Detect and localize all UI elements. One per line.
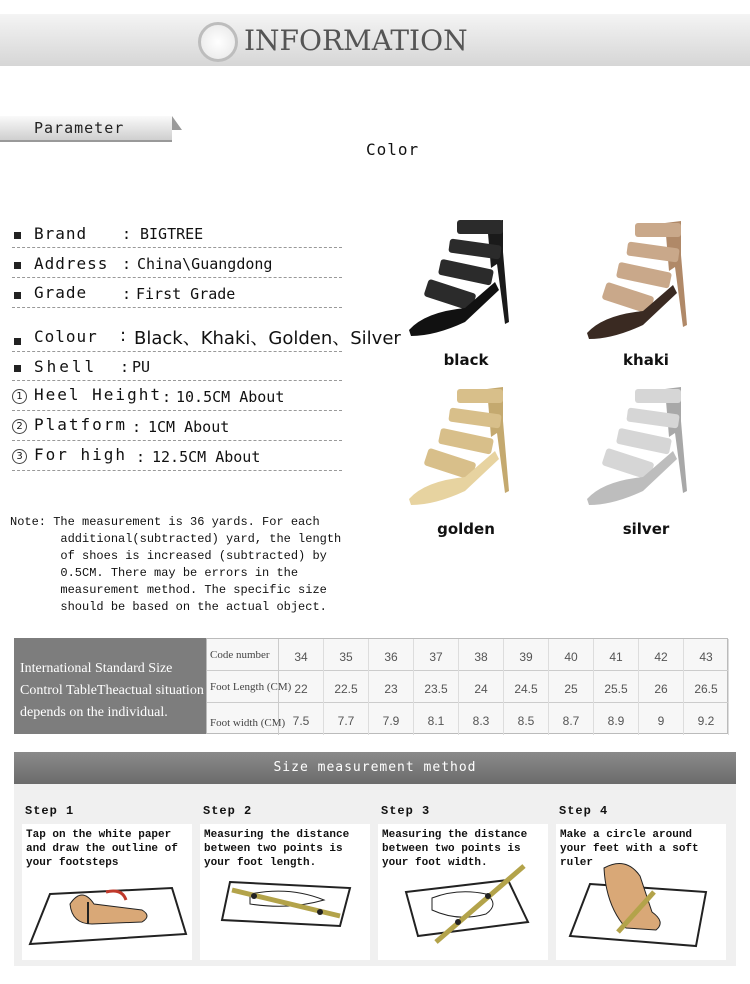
param-value: China\Guangdong (137, 255, 273, 273)
bullet-icon (14, 262, 21, 269)
param-value: Black、Khaki、Golden、Silver (134, 328, 401, 349)
color-caption-silver: silver (622, 520, 670, 538)
foot-length-illustration (200, 864, 370, 960)
table-cell: 42 (639, 639, 684, 671)
step-3 (378, 804, 548, 964)
table-cell: 23.5 (414, 671, 459, 703)
param-sep: : (132, 418, 142, 436)
bullet-icon (14, 232, 21, 239)
table-cell: 9 (639, 703, 684, 735)
param-sep: : (136, 448, 146, 466)
table-cell: 34 (279, 639, 324, 671)
param-row-colour (12, 322, 401, 352)
table-cell: 8.7 (549, 703, 594, 735)
param-row-heel-height (12, 385, 342, 411)
table-cell: 26.5 (684, 671, 729, 703)
step-2 (200, 804, 370, 964)
shoe-silver-image (583, 381, 703, 513)
number-2-icon: 2 (12, 419, 27, 434)
table-cell: 22.5 (324, 671, 369, 703)
table-cell: 8.1 (414, 703, 459, 735)
table-cell: 22 (279, 671, 324, 703)
foot-width-illustration (378, 864, 548, 960)
param-row-brand (12, 222, 342, 248)
table-row-code-number (207, 639, 729, 671)
param-label: Address (34, 254, 109, 273)
table-cell: 24.5 (504, 671, 549, 703)
color-heading: Color (366, 140, 420, 159)
table-cell: 7.7 (324, 703, 369, 735)
step-text: Measuring the distance between two points is your foot length. (204, 829, 350, 869)
ruler-circle-illustration (556, 856, 726, 960)
table-cell: 39 (504, 639, 549, 671)
shoe-khaki-image (583, 215, 703, 347)
param-sep: : (162, 388, 172, 406)
tab-corner-icon (172, 116, 182, 130)
color-caption-khaki: khaki (623, 351, 669, 369)
shoe-golden-image (405, 381, 525, 513)
table-cell: 8.9 (594, 703, 639, 735)
param-value: 12.5CM About (152, 448, 261, 466)
table-cell: 25.5 (594, 671, 639, 703)
table-cell: 35 (324, 639, 369, 671)
measurement-note: Note: The measurement is 36 yards. For each additional(subtracted) yard, the length of shoes is increased (subtracted) by 0.5CM. There may be errors in the measurement method. The specific size should be based on the actual object. (10, 515, 342, 614)
param-row-platform (12, 415, 342, 441)
param-sep: : (120, 358, 130, 376)
step-title: Step 2 (203, 804, 253, 818)
size-table (206, 638, 728, 734)
param-row-for-high (12, 445, 342, 471)
param-value: 1CM About (148, 418, 230, 436)
table-cell: 23 (369, 671, 414, 703)
method-title: Size measurement method (273, 760, 477, 775)
bullet-icon (14, 292, 21, 299)
param-row-shell (12, 355, 342, 381)
number-3-icon: 3 (12, 449, 27, 464)
param-label: Platform (34, 415, 128, 434)
param-row-grade (12, 282, 342, 308)
param-value: 10.5CM About (176, 388, 285, 406)
table-cell: 43 (684, 639, 729, 671)
table-cell: 26 (639, 671, 684, 703)
table-cell: 8.3 (459, 703, 504, 735)
table-cell: 24 (459, 671, 504, 703)
param-label: Shell (34, 357, 98, 376)
bullet-icon (14, 365, 21, 372)
size-table-caption: International Standard Size Control TableTheactual situation depends on the individual. (20, 661, 204, 720)
table-cell: 8.5 (504, 703, 549, 735)
table-cell: 37 (414, 639, 459, 671)
param-sep: : (122, 255, 132, 273)
table-cell: 41 (594, 639, 639, 671)
table-cell: 7.5 (279, 703, 324, 735)
param-value: First Grade (136, 285, 236, 303)
param-label: For high (34, 445, 128, 464)
table-cell: 7.9 (369, 703, 414, 735)
shoe-black-image (405, 212, 525, 344)
param-label: Grade (34, 283, 88, 302)
table-cell: 36 (369, 639, 414, 671)
param-sep: : (122, 225, 132, 243)
table-cell: 9.2 (684, 703, 729, 735)
step-text: Tap on the white paper and draw the outline of your footsteps (26, 829, 178, 869)
param-value: BIGTREE (140, 225, 204, 243)
step-text: Measuring the distance between two points is your foot width. (382, 829, 528, 869)
table-cell: 38 (459, 639, 504, 671)
param-sep: : (120, 325, 127, 346)
parameter-tab-label: Parameter (34, 119, 125, 137)
color-caption-black: black (443, 351, 489, 369)
foot-outline-illustration (22, 864, 192, 960)
row-header: Foot Length (CM) (207, 671, 279, 703)
step-title: Step 4 (559, 804, 609, 818)
step-title: Step 3 (381, 804, 431, 818)
row-header: Foot width (CM) (207, 703, 279, 735)
param-label: Brand (34, 224, 88, 243)
param-label: Colour (34, 327, 98, 346)
number-1-icon: 1 (12, 389, 27, 404)
table-cell: 40 (549, 639, 594, 671)
banner-circle-icon (198, 22, 238, 62)
param-row-address (12, 252, 342, 278)
step-text: Make a circle around your feet with a soft ruler (560, 829, 699, 869)
table-row-foot-length (207, 671, 729, 703)
step-4 (556, 804, 726, 964)
param-value: PU (132, 358, 151, 376)
row-header: Code number (207, 639, 279, 671)
banner-title: INFORMATION (244, 24, 468, 57)
param-sep: : (122, 285, 132, 303)
step-1 (22, 804, 192, 964)
param-label: Heel Height (34, 385, 162, 404)
table-row-foot-width (207, 703, 729, 735)
step-title: Step 1 (25, 804, 75, 818)
bullet-icon (14, 338, 21, 345)
color-caption-golden: golden (437, 520, 495, 538)
table-cell: 25 (549, 671, 594, 703)
